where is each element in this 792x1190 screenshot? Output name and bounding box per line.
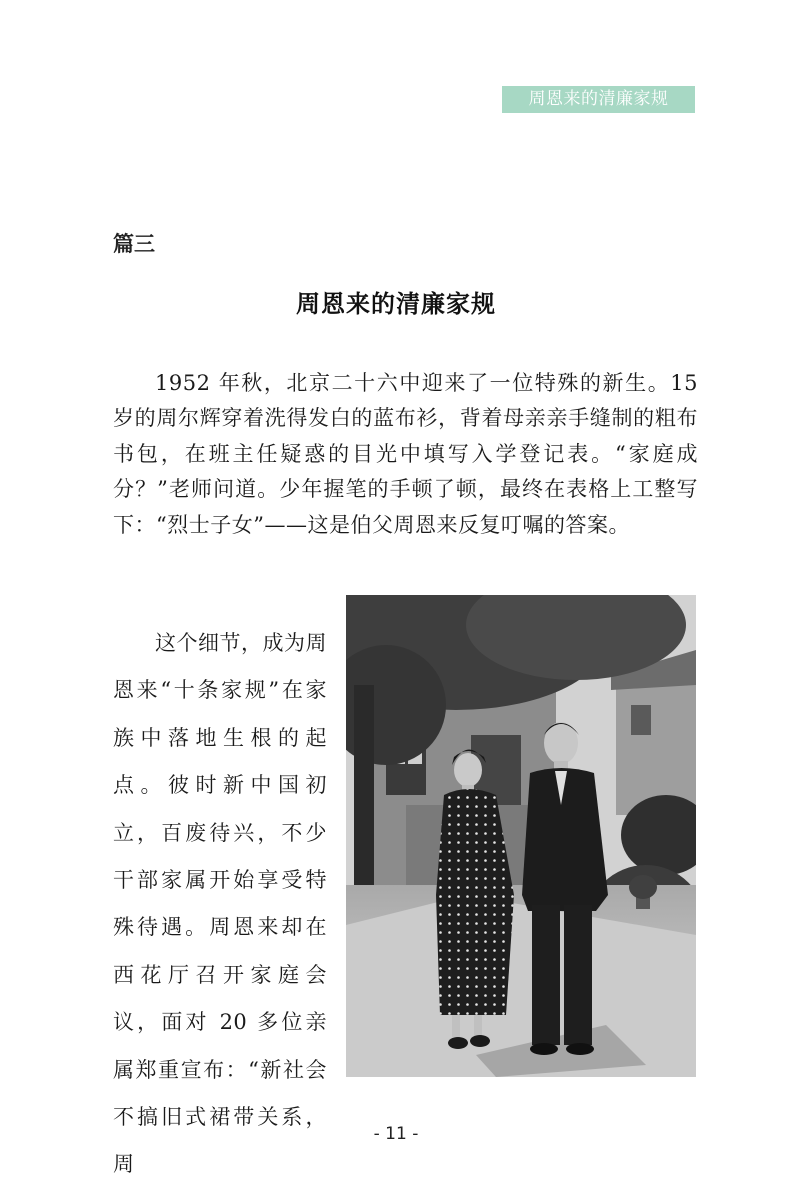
running-header-tag: 周恩来的清廉家规 [502, 86, 695, 113]
page-title: 周恩来的清廉家规 [296, 290, 496, 318]
body-paragraph-1: 1952 年秋，北京二十六中迎来了一位特殊的新生。15 岁的周尔辉穿着洗得发白的蓝布衫，背着母亲亲手缝制的粗布书包，在班主任疑惑的目光中填写入学登记表。“家庭成分？”老师问道。少年握笔的手顿了顿，最终在表格上工整写下：“烈士子女”——这是伯父周恩来反复叮嘱的答案。 [113, 371, 698, 537]
section-label: 篇三 [113, 232, 155, 256]
body-paragraph-2: 这个细节，成为周恩来“十条家规”在家族中落地生根的起点。彼时新中国初立，百废待兴，不少干部家属开始享受特殊待遇。周恩来却在西花厅召开家庭会议，面对 20 多位亲属郑重宣布：“新社会不搞旧式裙带关系，周 [113, 631, 327, 1177]
page-number: - 11 - [373, 1124, 419, 1144]
historical-photo [346, 595, 696, 1077]
